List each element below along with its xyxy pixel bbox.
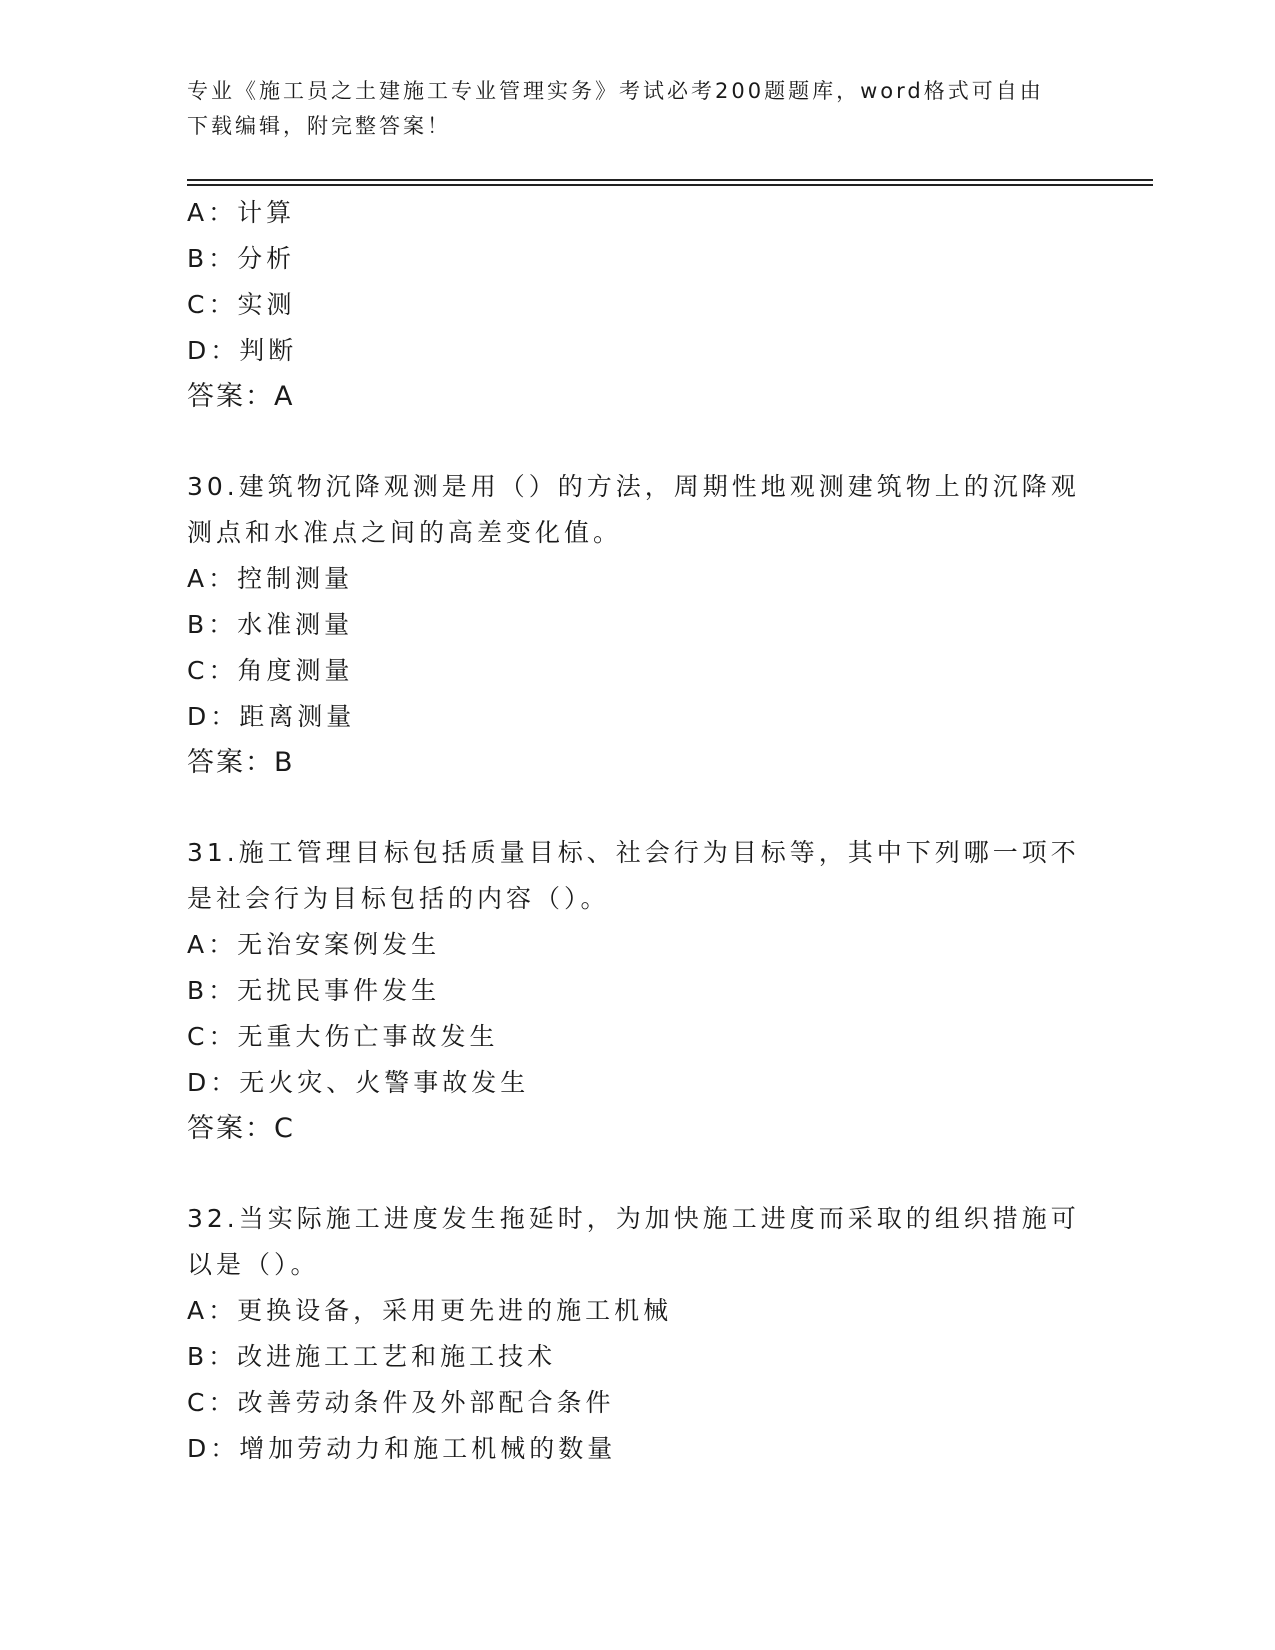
option-d: D：增加劳动力和施工机械的数量 [187,1434,617,1463]
option-a: A：计算 [187,198,296,227]
question-text-line-1: 31.施工管理目标包括质量目标、社会行为目标等，其中下列哪一项不 [187,838,1080,867]
header-line-1: 专业《施工员之土建施工专业管理实务》考试必考200题题库，word格式可自由 [187,79,1044,103]
option-d: D：判断 [187,336,298,365]
question-text-line-2: 以是（）。 [187,1250,320,1279]
question-29 [187,190,1087,420]
answer: 答案：C [187,1113,295,1144]
option-a: A：控制测量 [187,564,354,593]
document-header [187,74,1087,144]
question-text-line-1: 32.当实际施工进度发生拖延时，为加快施工进度而采取的组织措施可 [187,1204,1080,1233]
option-c: C：角度测量 [187,656,354,685]
option-a: A：更换设备，采用更先进的施工机械 [187,1296,673,1325]
header-divider-top [187,179,1153,181]
option-c: C：改善劳动条件及外部配合条件 [187,1388,615,1417]
answer: 答案：B [187,747,295,778]
option-c: C：实测 [187,290,296,319]
question-31 [187,830,1087,1152]
option-b: B：改进施工工艺和施工技术 [187,1342,557,1371]
option-a: A：无治安案例发生 [187,930,441,959]
question-30 [187,464,1087,786]
option-d: D：无火灾、火警事故发生 [187,1068,530,1097]
question-32 [187,1196,1087,1472]
question-list [187,190,1087,1472]
option-b: B：无扰民事件发生 [187,976,441,1005]
question-text-line-2: 测点和水准点之间的高差变化值。 [187,518,623,547]
option-d: D：距离测量 [187,702,356,731]
question-text-line-1: 30.建筑物沉降观测是用（）的方法，周期性地观测建筑物上的沉降观 [187,472,1080,501]
header-divider-bottom [187,184,1153,186]
header-line-2: 下载编辑，附完整答案！ [187,114,451,138]
question-text-line-2: 是社会行为目标包括的内容（）。 [187,884,610,913]
option-b: B：分析 [187,244,296,273]
option-b: B：水准测量 [187,610,354,639]
answer: 答案：A [187,381,295,412]
option-c: C：无重大伤亡事故发生 [187,1022,499,1051]
